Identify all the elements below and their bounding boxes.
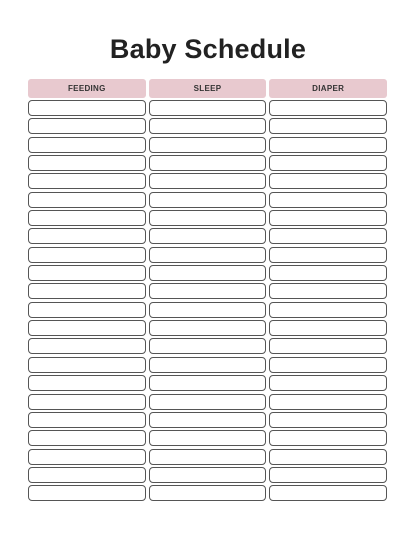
- feeding-cell[interactable]: [28, 338, 146, 354]
- table-row: [28, 412, 387, 428]
- diaper-cell[interactable]: [269, 338, 387, 354]
- header-diaper: DIAPER: [269, 79, 387, 98]
- sleep-cell[interactable]: [149, 173, 267, 189]
- feeding-cell[interactable]: [28, 228, 146, 244]
- diaper-cell[interactable]: [269, 485, 387, 501]
- table-header: [28, 79, 387, 98]
- table-row: [28, 485, 387, 501]
- sleep-cell[interactable]: [149, 247, 267, 263]
- table-row: [28, 320, 387, 336]
- table-row: [28, 137, 387, 153]
- feeding-cell[interactable]: [28, 394, 146, 410]
- feeding-cell[interactable]: [28, 485, 146, 501]
- table-row: [28, 247, 387, 263]
- header-sleep: SLEEP: [149, 79, 267, 98]
- diaper-cell[interactable]: [269, 394, 387, 410]
- diaper-cell[interactable]: [269, 155, 387, 171]
- diaper-cell[interactable]: [269, 192, 387, 208]
- diaper-cell[interactable]: [269, 100, 387, 116]
- feeding-cell[interactable]: [28, 412, 146, 428]
- diaper-cell[interactable]: [269, 320, 387, 336]
- diaper-cell[interactable]: [269, 247, 387, 263]
- feeding-cell[interactable]: [28, 265, 146, 281]
- diaper-cell[interactable]: [269, 283, 387, 299]
- diaper-cell[interactable]: [269, 449, 387, 465]
- diaper-cell[interactable]: [269, 118, 387, 134]
- page-title: Baby Schedule: [109, 34, 307, 64]
- table-row: [28, 302, 387, 318]
- feeding-cell[interactable]: [28, 192, 146, 208]
- sleep-cell[interactable]: [149, 430, 267, 446]
- sleep-cell[interactable]: [149, 357, 267, 373]
- table-row: [28, 394, 387, 410]
- table-row: [28, 173, 387, 189]
- sleep-cell[interactable]: [149, 449, 267, 465]
- sleep-cell[interactable]: [149, 485, 267, 501]
- feeding-cell[interactable]: [28, 302, 146, 318]
- feeding-cell[interactable]: [28, 320, 146, 336]
- sleep-cell[interactable]: [149, 283, 267, 299]
- diaper-cell[interactable]: [269, 210, 387, 226]
- table-row: [28, 210, 387, 226]
- sleep-cell[interactable]: [149, 394, 267, 410]
- diaper-cell[interactable]: [269, 467, 387, 483]
- sleep-cell[interactable]: [149, 338, 267, 354]
- sleep-cell[interactable]: [149, 100, 267, 116]
- sleep-cell[interactable]: [149, 155, 267, 171]
- sleep-cell[interactable]: [149, 320, 267, 336]
- feeding-cell[interactable]: [28, 375, 146, 391]
- sleep-cell[interactable]: [149, 210, 267, 226]
- feeding-cell[interactable]: [28, 283, 146, 299]
- feeding-cell[interactable]: [28, 173, 146, 189]
- diaper-cell[interactable]: [269, 302, 387, 318]
- diaper-cell[interactable]: [269, 265, 387, 281]
- diaper-cell[interactable]: [269, 430, 387, 446]
- diaper-cell[interactable]: [269, 228, 387, 244]
- table-row: [28, 283, 387, 299]
- sleep-cell[interactable]: [149, 192, 267, 208]
- table-row: [28, 155, 387, 171]
- sleep-cell[interactable]: [149, 412, 267, 428]
- diaper-cell[interactable]: [269, 412, 387, 428]
- sleep-cell[interactable]: [149, 228, 267, 244]
- feeding-cell[interactable]: [28, 155, 146, 171]
- feeding-cell[interactable]: [28, 430, 146, 446]
- table-row: [28, 357, 387, 373]
- table-row: [28, 100, 387, 116]
- table-row: [28, 118, 387, 134]
- diaper-cell[interactable]: [269, 173, 387, 189]
- feeding-cell[interactable]: [28, 210, 146, 226]
- schedule-rows: [28, 100, 387, 504]
- table-row: [28, 192, 387, 208]
- table-row: [28, 228, 387, 244]
- feeding-cell[interactable]: [28, 467, 146, 483]
- diaper-cell[interactable]: [269, 375, 387, 391]
- diaper-cell[interactable]: [269, 357, 387, 373]
- diaper-cell[interactable]: [269, 137, 387, 153]
- table-row: [28, 265, 387, 281]
- table-row: [28, 375, 387, 391]
- sleep-cell[interactable]: [149, 375, 267, 391]
- sleep-cell[interactable]: [149, 137, 267, 153]
- header-feeding: FEEDING: [28, 79, 146, 98]
- table-row: [28, 430, 387, 446]
- sleep-cell[interactable]: [149, 302, 267, 318]
- feeding-cell[interactable]: [28, 118, 146, 134]
- sleep-cell[interactable]: [149, 118, 267, 134]
- table-row: [28, 467, 387, 483]
- table-row: [28, 338, 387, 354]
- feeding-cell[interactable]: [28, 247, 146, 263]
- sleep-cell[interactable]: [149, 467, 267, 483]
- table-row: [28, 449, 387, 465]
- feeding-cell[interactable]: [28, 449, 146, 465]
- feeding-cell[interactable]: [28, 137, 146, 153]
- feeding-cell[interactable]: [28, 100, 146, 116]
- feeding-cell[interactable]: [28, 357, 146, 373]
- sleep-cell[interactable]: [149, 265, 267, 281]
